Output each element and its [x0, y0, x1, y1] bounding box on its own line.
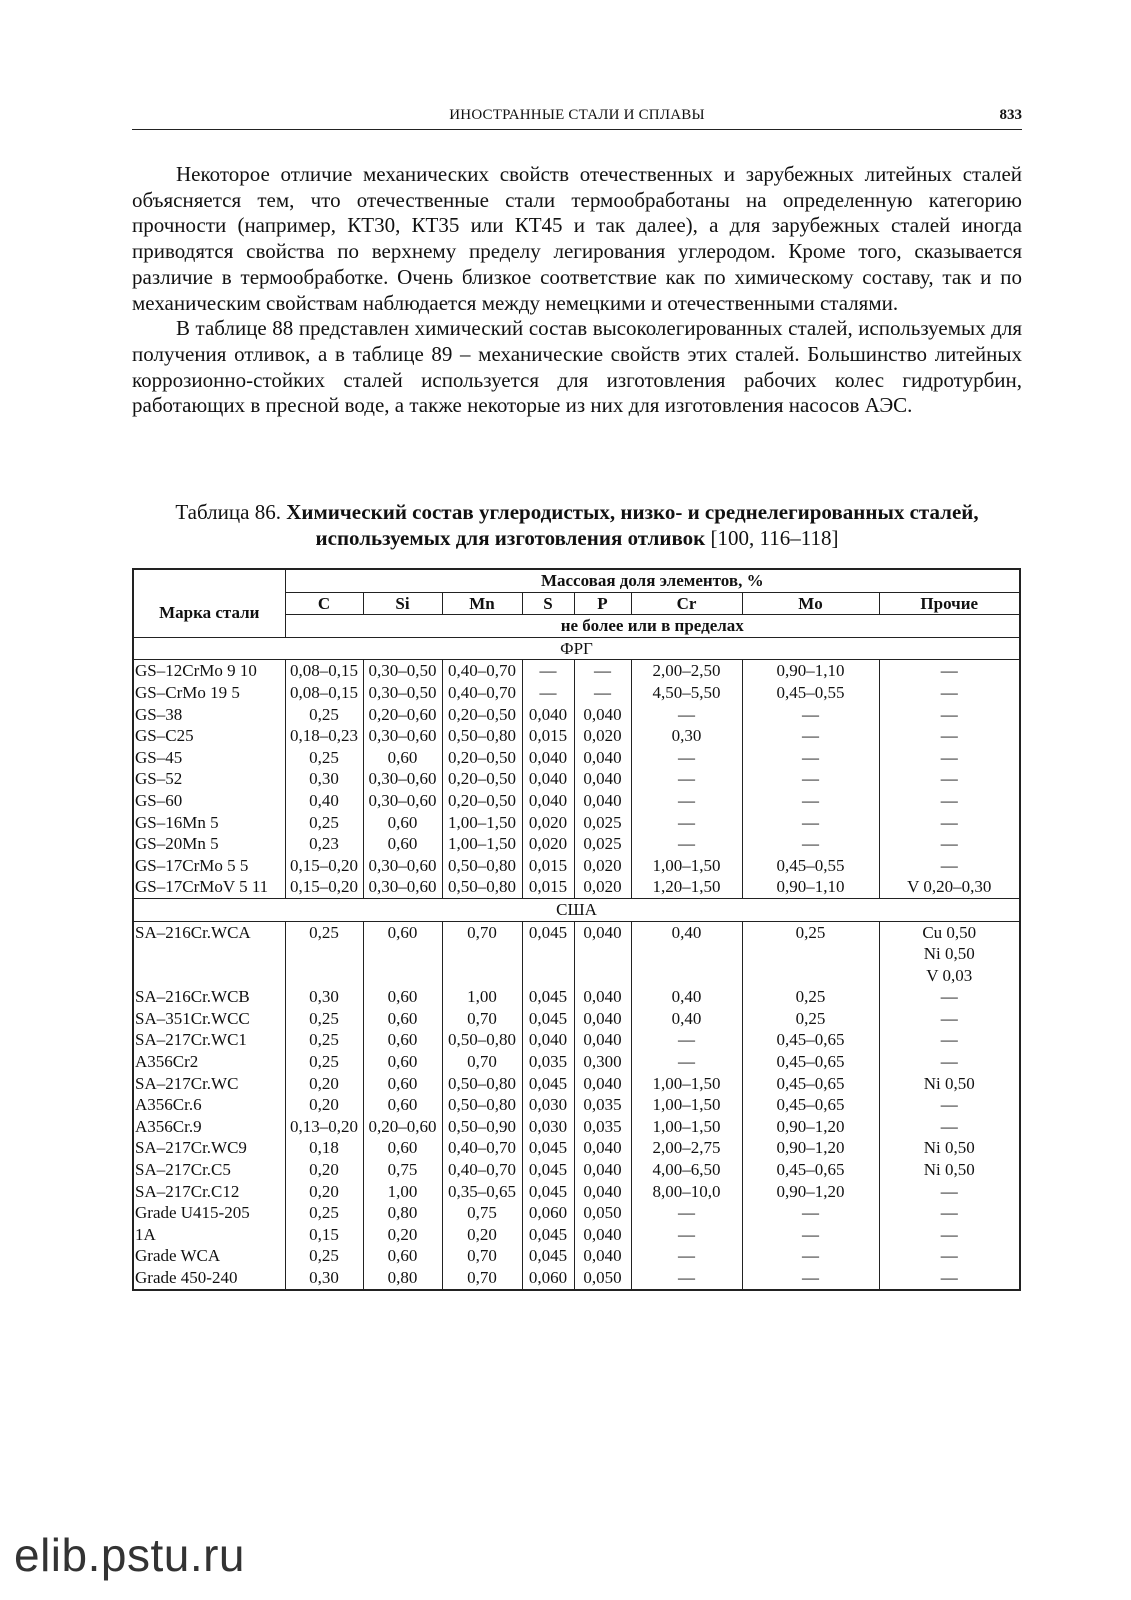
column-header: Si [363, 592, 442, 615]
value-cell: 0,60 [363, 812, 442, 834]
column-header: C [285, 592, 363, 615]
value-cell: 0,50–0,80 [442, 1029, 522, 1051]
value-cell: 0,20 [285, 1181, 363, 1203]
value-cell: 0,50–0,80 [442, 1073, 522, 1095]
value-line: Cu 0,50 [922, 922, 977, 942]
value-cell: 0,50–0,80 [442, 876, 522, 898]
table-head [133, 569, 1020, 637]
column-header: Mn [442, 592, 522, 615]
steel-grade-cell: Grade WCA [133, 1245, 285, 1267]
value-cell: — [879, 1224, 1020, 1246]
value-cell: 0,80 [363, 1202, 442, 1224]
value-cell: 0,045 [522, 1008, 574, 1030]
value-cell: 0,040 [574, 1245, 631, 1267]
value-cell: 0,08–0,15 [285, 660, 363, 682]
value-cell: 0,040 [522, 768, 574, 790]
value-cell: Ni 0,50 [879, 1073, 1020, 1095]
table-row [133, 660, 1020, 682]
value-cell: 0,035 [574, 1094, 631, 1116]
value-cell: 0,70 [442, 1245, 522, 1267]
value-cell: — [742, 1267, 879, 1290]
table-row [133, 1224, 1020, 1246]
table-row [133, 790, 1020, 812]
column-header: Прочие [879, 592, 1020, 615]
steel-grade-cell: GS–20Mn 5 [133, 833, 285, 855]
value-cell: 0,60 [363, 1008, 442, 1030]
value-cell: 0,20 [442, 1224, 522, 1246]
value-cell: 0,08–0,15 [285, 682, 363, 704]
steel-grade-cell: SA–217Cr.WC1 [133, 1029, 285, 1051]
value-cell: — [522, 660, 574, 682]
value-cell: 1,00–1,50 [442, 833, 522, 855]
column-header: Cr [631, 592, 742, 615]
steel-grade-cell: SA–217Cr.WC [133, 1073, 285, 1095]
value-cell: 1,20–1,50 [631, 876, 742, 898]
value-cell: 0,25 [742, 1008, 879, 1030]
value-cell: — [879, 1094, 1020, 1116]
value-cell: — [631, 1245, 742, 1267]
steel-grade-cell: GS–60 [133, 790, 285, 812]
column-header: Mo [742, 592, 879, 615]
value-cell: 0,30 [285, 986, 363, 1008]
value-cell: — [879, 833, 1020, 855]
value-cell: — [631, 812, 742, 834]
grade-column-header: Марка стали [133, 569, 285, 637]
section-title: ФРГ [133, 637, 1020, 660]
value-cell: 0,30 [285, 1267, 363, 1290]
table-row [133, 1137, 1020, 1159]
section-title: США [133, 898, 1020, 921]
value-cell: 0,20 [285, 1073, 363, 1095]
value-cell: 0,15–0,20 [285, 855, 363, 877]
value-cell: 0,18 [285, 1137, 363, 1159]
value-cell: 0,040 [574, 1224, 631, 1246]
value-cell: 0,30–0,50 [363, 660, 442, 682]
page-number: 833 [999, 107, 1022, 123]
value-cell: Ni 0,50 [879, 1137, 1020, 1159]
paragraph: В таблице 88 представлен химический состав высоколегированных сталей, используемых для получения отливок, а в таблице 89 – механические свойств этих сталей. Большинство литейных коррозионно-стойких сталей используется для изготовления рабочих колес гидротурбин, работающих в пресной воде, а также некоторые из них для изготовления насосов АЭС. [132, 316, 1022, 418]
value-cell: 0,020 [574, 725, 631, 747]
table-row [133, 747, 1020, 769]
value-cell: — [742, 704, 879, 726]
body-text [132, 162, 1022, 419]
value-cell: 2,00–2,75 [631, 1137, 742, 1159]
value-cell: — [879, 790, 1020, 812]
steel-grade-cell: SA–217Cr.WC9 [133, 1137, 285, 1159]
value-cell: 0,40 [631, 921, 742, 986]
section-row [133, 637, 1020, 660]
steel-grade-cell: SA–351Cr.WCC [133, 1008, 285, 1030]
value-cell: — [574, 660, 631, 682]
caption-title: Химический состав углеродистых, низко- и среднелегированных сталей, используемых для изготовления отливок [286, 500, 979, 550]
value-cell: 1,00–1,50 [631, 1116, 742, 1138]
value-cell: 0,020 [574, 876, 631, 898]
value-cell: 0,040 [574, 1159, 631, 1181]
value-cell: 0,045 [522, 1224, 574, 1246]
value-cell: — [879, 1116, 1020, 1138]
value-cell: 1,00 [442, 986, 522, 1008]
steel-grade-cell: A356Cr2 [133, 1051, 285, 1073]
steel-grade-cell: GS–C25 [133, 725, 285, 747]
value-cell: 0,70 [442, 921, 522, 986]
table-row [133, 768, 1020, 790]
value-cell: 0,25 [285, 1245, 363, 1267]
table-row [133, 1116, 1020, 1138]
value-cell: 0,040 [522, 790, 574, 812]
value-cell: 0,25 [285, 704, 363, 726]
value-cell: 0,040 [574, 1029, 631, 1051]
value-cell: 0,20–0,50 [442, 704, 522, 726]
value-cell: — [879, 1029, 1020, 1051]
steel-grade-cell: GS–38 [133, 704, 285, 726]
value-cell: 0,15–0,20 [285, 876, 363, 898]
watermark: elib.pstu.ru [14, 1529, 246, 1581]
value-cell: 0,015 [522, 876, 574, 898]
value-cell: 0,30–0,60 [363, 876, 442, 898]
value-cell: 0,25 [285, 1202, 363, 1224]
table-row [133, 921, 1020, 986]
value-cell: 0,060 [522, 1267, 574, 1290]
value-cell: 0,45–0,65 [742, 1073, 879, 1095]
steel-grade-cell: GS–52 [133, 768, 285, 790]
value-cell: 0,30 [631, 725, 742, 747]
table-container [132, 568, 1019, 1291]
section-row [133, 898, 1020, 921]
paragraph: Некоторое отличие механических свойств отечественных и зарубежных литейных сталей объясняется тем, что отечественные стали термообработаны на определенную категорию прочности (например, КТ30, КТ35 или КТ45 и так далее), а для зарубежных сталей иногда приводятся свойства по верхнему пределу легирования углеродом. Кроме того, сказывается различие в термообработке. Очень близкое соответствие как по химическому составу, так и по механическим свойствам наблюдается между немецкими и отечественными сталями. [132, 162, 1022, 315]
column-header: P [574, 592, 631, 615]
value-cell: 1,00 [363, 1181, 442, 1203]
value-cell: 0,20–0,60 [363, 704, 442, 726]
value-cell: — [631, 790, 742, 812]
value-cell: 8,00–10,0 [631, 1181, 742, 1203]
value-cell: 0,045 [522, 921, 574, 986]
value-cell: — [631, 747, 742, 769]
composition-table [132, 568, 1021, 1291]
value-cell: 0,045 [522, 1159, 574, 1181]
value-cell: 0,050 [574, 1267, 631, 1290]
value-cell: 0,015 [522, 855, 574, 877]
table-row [133, 1267, 1020, 1290]
running-header-title: ИНОСТРАННЫЕ СТАЛИ И СПЛАВЫ [449, 107, 705, 123]
value-cell: 0,20–0,50 [442, 747, 522, 769]
value-cell: 0,23 [285, 833, 363, 855]
value-cell: — [742, 1224, 879, 1246]
value-cell: — [742, 747, 879, 769]
value-cell: 0,25 [285, 1008, 363, 1030]
value-cell: 0,90–1,10 [742, 876, 879, 898]
value-cell: 0,70 [442, 1008, 522, 1030]
value-cell: 0,90–1,20 [742, 1137, 879, 1159]
value-cell: — [631, 1051, 742, 1073]
value-cell [879, 921, 1020, 986]
table-row [133, 833, 1020, 855]
value-cell: 1,00–1,50 [631, 1094, 742, 1116]
value-cell: 0,40 [631, 1008, 742, 1030]
steel-grade-cell: Grade U415-205 [133, 1202, 285, 1224]
value-cell: — [742, 812, 879, 834]
value-cell: — [879, 747, 1020, 769]
value-cell: — [574, 682, 631, 704]
group-header: Массовая доля элементов, % [285, 569, 1020, 592]
value-cell: 0,40 [285, 790, 363, 812]
value-cell: 0,50–0,90 [442, 1116, 522, 1138]
value-cell: 0,040 [574, 921, 631, 986]
value-cell: — [631, 833, 742, 855]
value-cell: — [879, 812, 1020, 834]
value-cell: — [631, 1224, 742, 1246]
value-cell: 0,25 [285, 1029, 363, 1051]
value-cell: 0,040 [574, 704, 631, 726]
value-cell: 0,60 [363, 833, 442, 855]
value-cell: 0,045 [522, 1245, 574, 1267]
value-cell: 0,25 [285, 812, 363, 834]
value-cell: 0,20–0,50 [442, 790, 522, 812]
value-cell: 2,00–2,50 [631, 660, 742, 682]
value-cell: 0,75 [363, 1159, 442, 1181]
value-cell: V 0,20–0,30 [879, 876, 1020, 898]
value-cell: 0,045 [522, 1073, 574, 1095]
value-cell: — [631, 1267, 742, 1290]
steel-grade-cell: GS–12CrMo 9 10 [133, 660, 285, 682]
value-cell: 0,040 [574, 747, 631, 769]
value-cell: — [879, 855, 1020, 877]
value-cell: — [742, 1202, 879, 1224]
value-cell: 0,030 [522, 1094, 574, 1116]
table-row [133, 986, 1020, 1008]
value-cell: — [879, 682, 1020, 704]
value-line: V 0,03 [926, 965, 973, 985]
value-cell: 0,060 [522, 1202, 574, 1224]
steel-grade-cell: GS–CrMo 19 5 [133, 682, 285, 704]
value-cell: 0,20–0,50 [442, 768, 522, 790]
value-cell: — [879, 1202, 1020, 1224]
value-cell: 0,015 [522, 725, 574, 747]
limits-note: не более или в пределах [285, 615, 1020, 638]
value-cell: 0,40 [631, 986, 742, 1008]
value-cell: 0,040 [522, 704, 574, 726]
value-cell: 0,20 [363, 1224, 442, 1246]
value-cell: 0,020 [574, 855, 631, 877]
value-cell: 0,60 [363, 1137, 442, 1159]
value-cell: 0,40–0,70 [442, 1159, 522, 1181]
value-line: Ni 0,50 [923, 944, 975, 964]
value-cell: — [631, 768, 742, 790]
value-cell: 0,40–0,70 [442, 660, 522, 682]
value-cell: 0,45–0,65 [742, 1094, 879, 1116]
steel-grade-cell: GS–17CrMo 5 5 [133, 855, 285, 877]
steel-grade-cell: SA–216Cr.WCA [133, 921, 285, 986]
value-cell: 0,300 [574, 1051, 631, 1073]
value-cell: 0,040 [574, 790, 631, 812]
value-cell: 0,30–0,50 [363, 682, 442, 704]
table-row [133, 1181, 1020, 1203]
value-cell: 4,00–6,50 [631, 1159, 742, 1181]
value-cell: 0,40–0,70 [442, 682, 522, 704]
value-cell: 0,60 [363, 747, 442, 769]
table-caption [132, 499, 1022, 551]
value-cell: — [522, 682, 574, 704]
value-cell: 0,30–0,60 [363, 768, 442, 790]
value-cell: — [742, 725, 879, 747]
table-row [133, 1202, 1020, 1224]
value-cell: 0,25 [742, 986, 879, 1008]
value-cell: 0,020 [522, 812, 574, 834]
value-cell: — [879, 704, 1020, 726]
value-cell: Ni 0,50 [879, 1159, 1020, 1181]
value-cell: 0,020 [522, 833, 574, 855]
steel-grade-cell: GS–17CrMoV 5 11 [133, 876, 285, 898]
value-cell: — [879, 768, 1020, 790]
value-cell: — [742, 768, 879, 790]
value-cell: 0,040 [574, 768, 631, 790]
value-cell: — [879, 986, 1020, 1008]
value-cell: 0,050 [574, 1202, 631, 1224]
table-row [133, 1159, 1020, 1181]
value-cell: 0,040 [574, 1181, 631, 1203]
steel-grade-cell: SA–217Cr.C12 [133, 1181, 285, 1203]
value-cell: 0,30 [285, 768, 363, 790]
value-cell: 0,45–0,55 [742, 682, 879, 704]
value-cell: 0,60 [363, 1051, 442, 1073]
value-cell: 0,60 [363, 1245, 442, 1267]
value-cell: 0,50–0,80 [442, 855, 522, 877]
value-cell: 0,25 [285, 921, 363, 986]
caption-prefix: Таблица 86. [175, 500, 281, 524]
value-cell: 0,30–0,60 [363, 790, 442, 812]
value-cell: 0,045 [522, 1137, 574, 1159]
value-cell: — [879, 1051, 1020, 1073]
value-cell: 0,70 [442, 1267, 522, 1290]
value-cell: 0,30–0,60 [363, 855, 442, 877]
steel-grade-cell: SA–216Cr.WCB [133, 986, 285, 1008]
steel-grade-cell: Grade 450-240 [133, 1267, 285, 1290]
value-cell: 0,25 [285, 1051, 363, 1073]
value-cell: — [879, 1267, 1020, 1290]
table-row [133, 1073, 1020, 1095]
value-cell: — [742, 833, 879, 855]
value-cell: — [879, 1008, 1020, 1030]
value-cell: 0,75 [442, 1202, 522, 1224]
value-cell: 0,35–0,65 [442, 1181, 522, 1203]
value-cell: 0,035 [574, 1116, 631, 1138]
value-cell: 0,20–0,60 [363, 1116, 442, 1138]
table-row [133, 876, 1020, 898]
steel-grade-cell: A356Cr.9 [133, 1116, 285, 1138]
value-cell: 0,040 [574, 986, 631, 1008]
value-cell: 0,15 [285, 1224, 363, 1246]
steel-grade-cell: SA–217Cr.C5 [133, 1159, 285, 1181]
steel-grade-cell: A356Cr.6 [133, 1094, 285, 1116]
column-header: S [522, 592, 574, 615]
value-cell: 0,30–0,60 [363, 725, 442, 747]
value-cell: 0,040 [574, 1073, 631, 1095]
value-cell: 0,045 [522, 986, 574, 1008]
value-cell: 0,25 [742, 921, 879, 986]
value-cell: — [631, 704, 742, 726]
value-cell: 0,45–0,65 [742, 1051, 879, 1073]
value-cell: 0,60 [363, 986, 442, 1008]
value-cell: 0,025 [574, 833, 631, 855]
steel-grade-cell: 1A [133, 1224, 285, 1246]
value-cell: — [879, 1245, 1020, 1267]
value-cell: 0,60 [363, 1029, 442, 1051]
value-cell: 0,40–0,70 [442, 1137, 522, 1159]
table-row [133, 725, 1020, 747]
value-cell: 0,50–0,80 [442, 1094, 522, 1116]
value-cell: 0,60 [363, 921, 442, 986]
table-row [133, 1051, 1020, 1073]
value-cell: 0,90–1,20 [742, 1181, 879, 1203]
value-cell: 0,030 [522, 1116, 574, 1138]
table-row [133, 812, 1020, 834]
table-row [133, 1245, 1020, 1267]
value-cell: — [742, 790, 879, 812]
value-cell: 0,20 [285, 1094, 363, 1116]
value-cell: 0,25 [285, 747, 363, 769]
value-cell: 0,45–0,55 [742, 855, 879, 877]
value-cell: 0,45–0,65 [742, 1029, 879, 1051]
value-cell: 0,60 [363, 1094, 442, 1116]
value-cell: 0,18–0,23 [285, 725, 363, 747]
value-cell: — [631, 1202, 742, 1224]
steel-grade-cell: GS–16Mn 5 [133, 812, 285, 834]
value-cell: — [742, 1245, 879, 1267]
table-row [133, 682, 1020, 704]
value-cell: — [879, 660, 1020, 682]
caption-reference: [100, 116–118] [710, 526, 839, 550]
table-body [133, 637, 1020, 1289]
value-cell: — [631, 1029, 742, 1051]
value-cell: 1,00–1,50 [631, 855, 742, 877]
value-cell: 0,040 [522, 1029, 574, 1051]
value-cell: 1,00–1,50 [631, 1073, 742, 1095]
value-cell: 0,80 [363, 1267, 442, 1290]
value-cell: 0,13–0,20 [285, 1116, 363, 1138]
value-cell: 4,50–5,50 [631, 682, 742, 704]
value-cell: 0,040 [574, 1008, 631, 1030]
value-cell: — [879, 1181, 1020, 1203]
value-cell: 0,040 [522, 747, 574, 769]
value-cell: 0,20 [285, 1159, 363, 1181]
table-row [133, 1094, 1020, 1116]
value-cell: 0,025 [574, 812, 631, 834]
table-row [133, 704, 1020, 726]
value-cell: 0,040 [574, 1137, 631, 1159]
value-cell: 0,035 [522, 1051, 574, 1073]
table-row [133, 855, 1020, 877]
steel-grade-cell: GS–45 [133, 747, 285, 769]
running-header [132, 103, 1022, 130]
value-cell: 0,45–0,65 [742, 1159, 879, 1181]
value-cell: 1,00–1,50 [442, 812, 522, 834]
value-cell: — [879, 725, 1020, 747]
value-cell: 0,70 [442, 1051, 522, 1073]
table-row [133, 1008, 1020, 1030]
table-row [133, 1029, 1020, 1051]
value-cell: 0,90–1,10 [742, 660, 879, 682]
value-cell: 0,045 [522, 1181, 574, 1203]
value-cell: 0,50–0,80 [442, 725, 522, 747]
value-cell: 0,90–1,20 [742, 1116, 879, 1138]
value-cell: 0,60 [363, 1073, 442, 1095]
